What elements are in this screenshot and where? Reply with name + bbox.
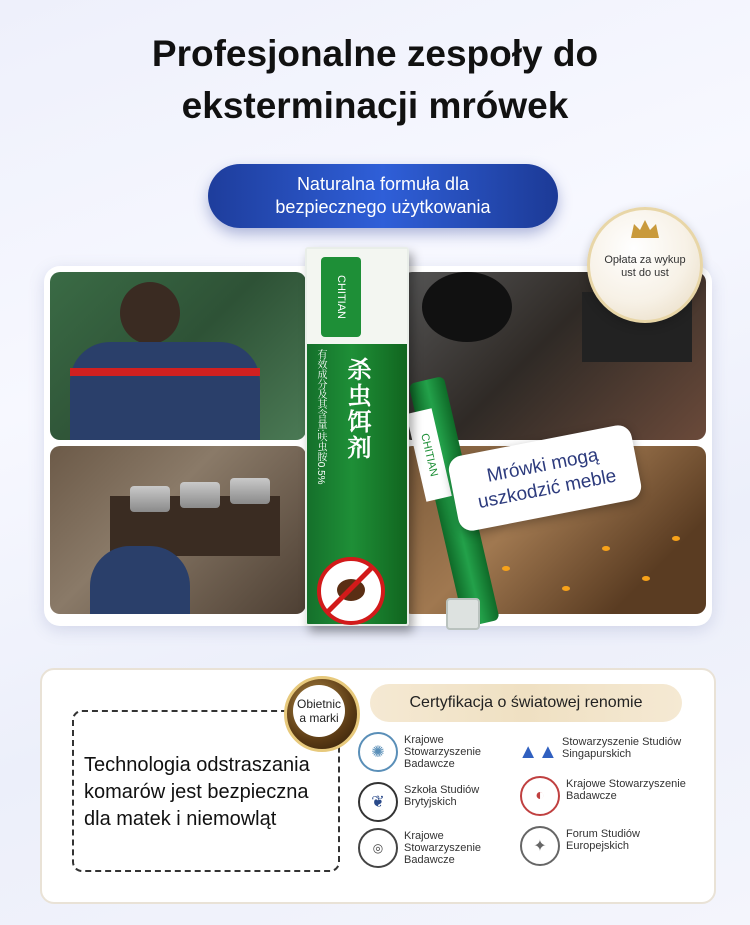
org-item <box>358 828 481 868</box>
brand-promise-badge <box>284 676 360 752</box>
headline: Profesjonalne zespoły do eksterminacji mrówek <box>151 33 599 126</box>
worker-head <box>422 272 512 342</box>
org-logo-icon: ◐ <box>520 776 560 816</box>
worker-shirt <box>90 546 190 614</box>
org-name: Krajowe Stowarzyszenie Badawcze <box>404 734 482 770</box>
org-name: Krajowe Stowarzyszenie Badawcze <box>404 830 482 866</box>
org-item <box>520 776 686 816</box>
photo-worker-wall <box>50 272 306 440</box>
ant <box>502 566 510 571</box>
org-logo-icon: ❦ <box>358 782 398 822</box>
photo-restaurant <box>50 446 306 614</box>
worker-shirt <box>70 342 260 440</box>
ant <box>672 536 680 541</box>
brand-promise-text: Obietnic a marki <box>293 685 345 737</box>
badge-text: Opłata za wykup ust do ust <box>604 254 686 279</box>
org-item <box>358 782 479 822</box>
product-box <box>305 247 409 626</box>
formula-pill: Naturalna formuła dla bezpiecznego użytkowania <box>208 164 558 228</box>
org-item <box>520 826 640 866</box>
org-logo-icon: ✦ <box>520 826 560 866</box>
certification-title: Certyfikacja o światowej renomie <box>370 684 682 722</box>
ant <box>562 586 570 591</box>
ant <box>642 576 650 581</box>
ant <box>602 546 610 551</box>
chafing-dish <box>130 486 170 512</box>
org-item <box>358 732 481 772</box>
org-name: Szkoła Studiów Brytyjskich <box>404 784 480 808</box>
box-ingredient: 有效成分及其含量:呋虫胺0.5% <box>315 349 326 485</box>
chafing-dish <box>230 478 270 504</box>
org-logo-icon: ✺ <box>358 732 398 772</box>
org-name: Forum Studiów Europejskich <box>566 828 640 852</box>
box-top-label <box>307 249 407 344</box>
syringe-label: CHITIAN <box>406 408 452 502</box>
chafing-dish <box>180 482 220 508</box>
box-brand: CHITIAN <box>321 257 361 337</box>
shirt-stripe <box>70 368 260 376</box>
org-logo-icon: ▲▲ <box>518 740 558 763</box>
ants-damage-callout: Mrówki mogą uszkodzić meble <box>446 423 643 533</box>
badge-seal <box>587 207 703 323</box>
org-logo-icon: ◎ <box>358 828 398 868</box>
org-item <box>520 734 681 770</box>
worker-head <box>120 282 180 344</box>
crown-icon <box>631 220 659 238</box>
org-name: Stowarzyszenie Studiów Singapurskich <box>562 736 682 760</box>
syringe-plunger <box>446 598 480 630</box>
box-product-name: 杀虫饵剂 <box>343 357 370 461</box>
no-cockroach-icon <box>317 557 385 625</box>
org-name: Krajowe Stowarzyszenie Badawcze <box>566 778 686 802</box>
safety-text: Technologia odstraszania komarów jest bezpieczna dla matek i niemowląt <box>84 754 310 830</box>
